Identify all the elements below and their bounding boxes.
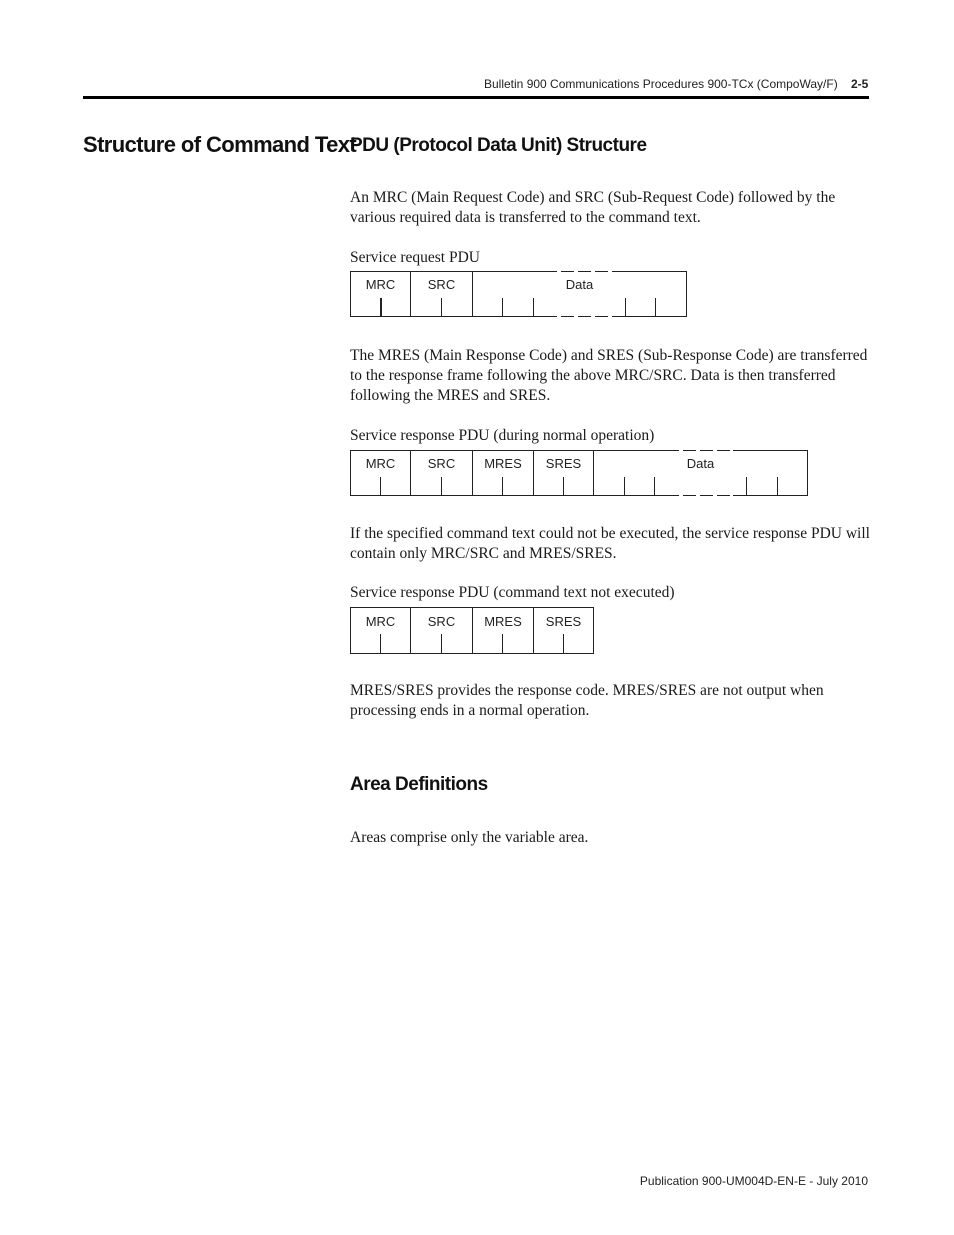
request-pdu-caption: Service request PDU <box>350 249 480 266</box>
area-paragraph: Areas comprise only the variable area. <box>350 829 589 846</box>
response-field-src: SRC <box>427 456 456 471</box>
request-field-data: Data <box>565 277 594 292</box>
response-field-sres: SRES <box>545 456 582 471</box>
pdu-intro-paragraph: An MRC (Main Request Code) and SRC (Sub-Request Code) followed by the various required data is transferred to the command text. <box>350 189 836 226</box>
section-title: Structure of Command Text <box>83 132 357 157</box>
closing-paragraph: MRES/SRES provides the response code. MRES/SRES are not output when processing ends in a normal operation. <box>350 682 824 719</box>
error-field-sres: SRES <box>545 614 582 629</box>
response-field-mrc: MRC <box>365 456 396 471</box>
error-field-src: SRC <box>427 614 456 629</box>
request-field-mrc: MRC <box>365 277 396 292</box>
area-heading: Area Definitions <box>350 774 488 795</box>
response-field-data: Data <box>686 456 715 471</box>
error-pdu-caption: Service response PDU (command text not executed) <box>350 584 675 601</box>
request-field-src: SRC <box>427 277 456 292</box>
response-pdu-caption: Service response PDU (during normal operation) <box>350 427 655 444</box>
response-field-mres: MRES <box>484 456 522 471</box>
publication-footer: Publication 900-UM004D-EN-E - July 2010 <box>639 1174 868 1188</box>
error-field-mres: MRES <box>484 614 522 629</box>
pdu-heading: PDU (Protocol Data Unit) Structure <box>350 135 647 156</box>
response-intro-paragraph: The MRES (Main Response Code) and SRES (Sub-Response Code) are transferred to the response frame following the above MRC/SRC. Data is then transferred following the MRES and SRES. <box>350 347 868 404</box>
error-intro-paragraph: If the specified command text could not be executed, the service response PDU will contain only MRC/SRC and MRES/SRES. <box>350 525 870 562</box>
page-number: 2-5 <box>851 77 869 91</box>
error-field-mrc: MRC <box>365 614 396 629</box>
header-rule <box>83 96 869 99</box>
running-title: Bulletin 900 Communications Procedures 900-TCx (CompoWay/F) <box>484 77 838 91</box>
